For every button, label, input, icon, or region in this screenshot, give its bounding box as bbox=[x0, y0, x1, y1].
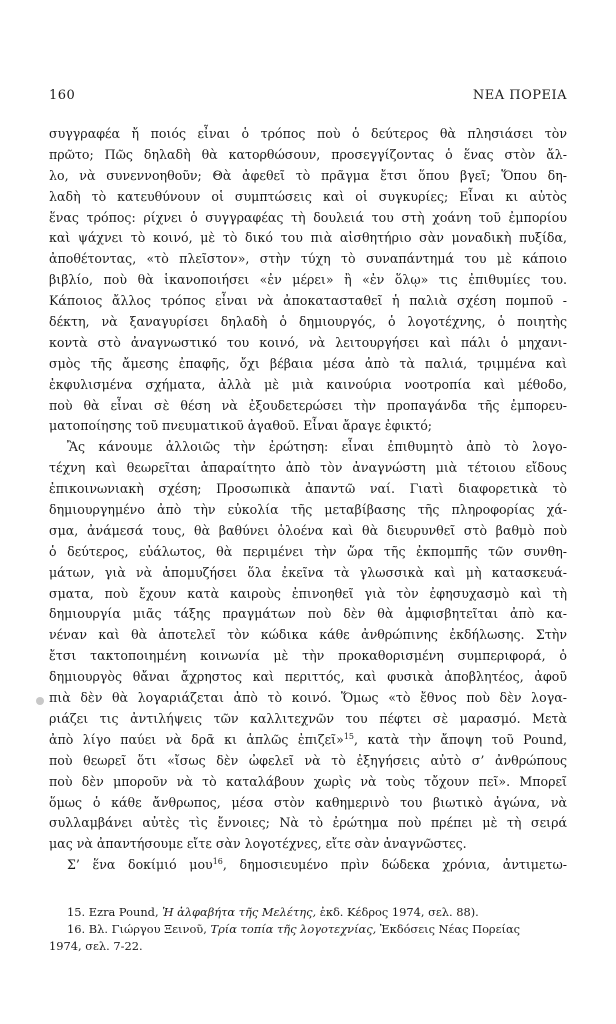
text-line: δημιουργία μιᾶς τάξης πραγμάτων ποὺ δὲν θὰ ἀμφισβητεῖται ἀπὸ κα- bbox=[49, 606, 567, 622]
footnote-author: Ezra Pound, bbox=[88, 905, 159, 919]
text-fragment: ἀπὸ λίγο παύει νὰ δρᾶ κι ἁπλῶς ἐπιζεῖ» bbox=[49, 731, 344, 747]
footnote-16 bbox=[49, 921, 567, 938]
text-line: ποὺ θὰ εἶναι σὲ θέση νὰ ἐξουδετερώσει τὴν προπαγάνδα τῆς ἐμπορευ- bbox=[49, 397, 567, 413]
footnote-ref-15: 15 bbox=[343, 731, 355, 741]
footnote-title: Τρία τοπία τῆς λογοτεχνίας, bbox=[210, 922, 377, 936]
text-line: ποὺ θεωρεῖ ὅτι «ἴσως δὲν ὠφελεῖ νὰ τὸ ἐξηγήσεις αὐτὸ σ’ ἀνθρώπους bbox=[49, 752, 567, 768]
text-line: ἕνας τρόπος: ρίχνει ὁ συγγραφέας τὴ δουλειά του στὴ χοάνη τοῦ ἐμπορίου bbox=[49, 209, 567, 225]
text-line: δημιουργημένο ἀπὸ τὴν εὐκολία τῆς μεταβίβασης τῆς πληροφορίας χά- bbox=[49, 502, 567, 518]
scan-mark bbox=[36, 697, 44, 705]
text-line: πρῶτο; Πῶς δηλαδὴ θὰ κατορθώσουν, προσεγγίζοντας ὁ ἕνας στὸν ἄλ- bbox=[49, 146, 567, 162]
text-line: λο, νὰ συνεννοηθοῦν; Θὰ ἀφεθεῖ τὸ πρᾶγμα ἔτσι ὅπου βγεῖ; Ὅπου δη- bbox=[49, 167, 567, 183]
text-line: κοντὰ στὸ ἀναγνωστικό του κοινό, νὰ λειτουργήσει καὶ πάλι ὁ μηχανι- bbox=[49, 334, 567, 350]
running-title: ΝΕΑ ΠΟΡΕΙΑ bbox=[472, 88, 567, 103]
text-line: λαδὴ τὸ κατευθύνουν οἱ συμπτώσεις καὶ οἱ συγκυρίες; Εἶναι κι αὐτὸς bbox=[49, 188, 567, 204]
text-line: νέναν καὶ θὰ ἀποτελεῖ τὸν κώδικα κάθε ἀνθρώπινης ἐκδήλωσης. Στὴν bbox=[49, 627, 567, 643]
footnote-number: 16. bbox=[67, 922, 86, 936]
footnote-16-continued: 1974, σελ. 7-22. bbox=[49, 939, 143, 953]
text-line bbox=[49, 730, 567, 751]
footnote-details: ἐκδ. Κέδρος 1974, σελ. 88). bbox=[319, 905, 479, 919]
text-line: δημιουργὸς θἄναι ἄχρηστος καὶ περιττός, καὶ φυσικὰ ἀποβλητέος, ἀφοῦ bbox=[49, 669, 567, 685]
text-line: βιβλίο, ποὺ θὰ ἱκανοποιήσει «ἐν μέρει» ἢ «ἐν ὅλῳ» τις ἐπιθυμίες του. bbox=[49, 272, 567, 288]
text-line bbox=[49, 855, 567, 876]
text-line: μας νὰ ἀπαντήσουμε εἴτε σὰν λογοτέχνες, εἴτε σὰν ἀναγνῶστες. bbox=[49, 836, 467, 852]
page-number: 160 bbox=[49, 88, 76, 103]
text-line: μάτων, γιὰ νὰ ἀπομυζήσει ὅλα ἐκεῖνα τὰ γλωσσικὰ καὶ μὴ κατασκευά- bbox=[49, 564, 567, 580]
text-line: σμὸς τῆς ἄμεσης ἐπαφῆς, ὄχι βέβαια μέσα ἀπὸ τὰ παλιά, τριμμένα καὶ bbox=[49, 355, 567, 371]
text-line: ματοποίησης τοῦ πνευματικοῦ ἀγαθοῦ. Εἶναι ἄραγε ἐφικτό; bbox=[49, 418, 433, 434]
footnote-author: Βλ. Γιώργου Ξεινοῦ, bbox=[88, 922, 207, 936]
text-line: ἐπικοινωνιακὴ σχέση; Προσωπικὰ ἀπαντῶ ναί. Γιατὶ διαφορετικὰ τὸ bbox=[49, 481, 567, 497]
footnote-number: 15. bbox=[67, 905, 86, 919]
page-header bbox=[49, 88, 567, 103]
text-line: σματα, ποὺ ἔχουν κατὰ καιροὺς ἐπινοηθεῖ γιὰ τὸν ἐφησυχασμὸ καὶ τὴ bbox=[49, 585, 567, 601]
text-line: τέχνη καὶ θεωρεῖται ἀπαραίτητο ἀπὸ τὸν ἀναγνώστη μιὰ τέτοιου εἴδους bbox=[49, 460, 567, 476]
footnote-ref-16: 16 bbox=[212, 856, 223, 866]
text-line: Ἂς κάνουμε ἀλλοιῶς τὴν ἐρώτηση: εἶναι ἐπιθυμητὸ ἀπὸ τὸ λογο- bbox=[67, 439, 567, 455]
text-line: δέκτη, νὰ ξαναγυρίσει δηλαδὴ ὁ δημιουργός, ὁ λογοτέχνης, ὁ ποιητὴς bbox=[49, 314, 567, 330]
text-fragment: , δημοσιευμένο πρὶν δώδεκα χρόνια, ἀντιμετω- bbox=[222, 857, 567, 873]
text-fragment: , κατὰ τὴν ἄποψη τοῦ Pound, bbox=[354, 731, 567, 747]
text-line: συλλαμβάνει αὐτὲς τὶς ἔννοιες; Νὰ τὸ ἐρώτημα ποὺ πρέπει μὲ τὴ σειρά bbox=[49, 815, 567, 831]
footnote-15 bbox=[49, 904, 567, 921]
text-line: ἐκφυλισμένα σχήματα, ἀλλὰ μὲ μιὰ καινούρια νοοτροπία καὶ μέθοδο, bbox=[49, 376, 567, 392]
footnote-title: Ἡ ἀλφαβήτα τῆς Μελέτης, bbox=[162, 905, 317, 919]
text-line: ἔτσι τακτοποιημένη κοινωνία μὲ τὴν προκαθορισμένη συμπεριφορά, ὁ bbox=[49, 648, 567, 664]
text-line: ὁ δεύτερος, εὐάλωτος, θὰ περιμένει τὴν ὥρα τῆς ἐκπομπῆς τῶν συνθη- bbox=[49, 543, 567, 559]
text-line: ὅμως ὁ κάθε ἄνθρωπος, μέσα στὸν καθημερινὸ του βιωτικὸ ἀγώνα, νὰ bbox=[49, 794, 567, 810]
text-fragment: Σ’ ἕνα δοκίμιό μου bbox=[67, 857, 213, 873]
text-line: συγγραφέα ἤ ποιός εἶναι ὁ τρόπος ποὺ ὁ δεύτερος θὰ πλησιάσει τὸν bbox=[49, 126, 567, 141]
body-text bbox=[49, 124, 567, 876]
text-line: πιὰ δὲν θὰ λογαριάζεται ἀπὸ τὸ κοινό. Ὅμως «τὸ ἔθνος ποὺ δὲν λογα- bbox=[49, 690, 567, 706]
text-line: ποὺ δὲν μποροῦν νὰ τὸ καταλάβουν χωρὶς νὰ τοὺς τὄχουν πεῖ». Μπορεῖ bbox=[49, 773, 567, 789]
text-line: καὶ ψάχνει τὸ κοινό, μὲ τὸ δικό του πιὰ αἰσθητήριο σὰν μοναδικὴ πυξίδα, bbox=[49, 230, 567, 246]
text-line: ἀποθέτοντας, «τὸ πλεῖστον», στὴν τύχη τὸ συναπάντημά του μὲ κάποιο bbox=[49, 251, 567, 267]
text-line: Κάποιος ἄλλος τρόπος εἶναι νὰ ἀποκατασταθεῖ ἡ παλιὰ σχέση πομποῦ - bbox=[49, 293, 567, 309]
footnotes bbox=[49, 904, 567, 955]
text-line: σμα, ἀνάμεσά τους, θὰ βαθύνει ὁλοένα καὶ θὰ διευρυνθεῖ στὸ βαθμὸ ποὺ bbox=[49, 522, 567, 538]
footnote-details: Ἐκδόσεις Νέας Πορείας bbox=[379, 922, 521, 936]
text-line: ριάζει τις ἀντιλήψεις τῶν καλλιτεχνῶν του πέφτει σὲ μαρασμό. Μετὰ bbox=[49, 710, 567, 726]
